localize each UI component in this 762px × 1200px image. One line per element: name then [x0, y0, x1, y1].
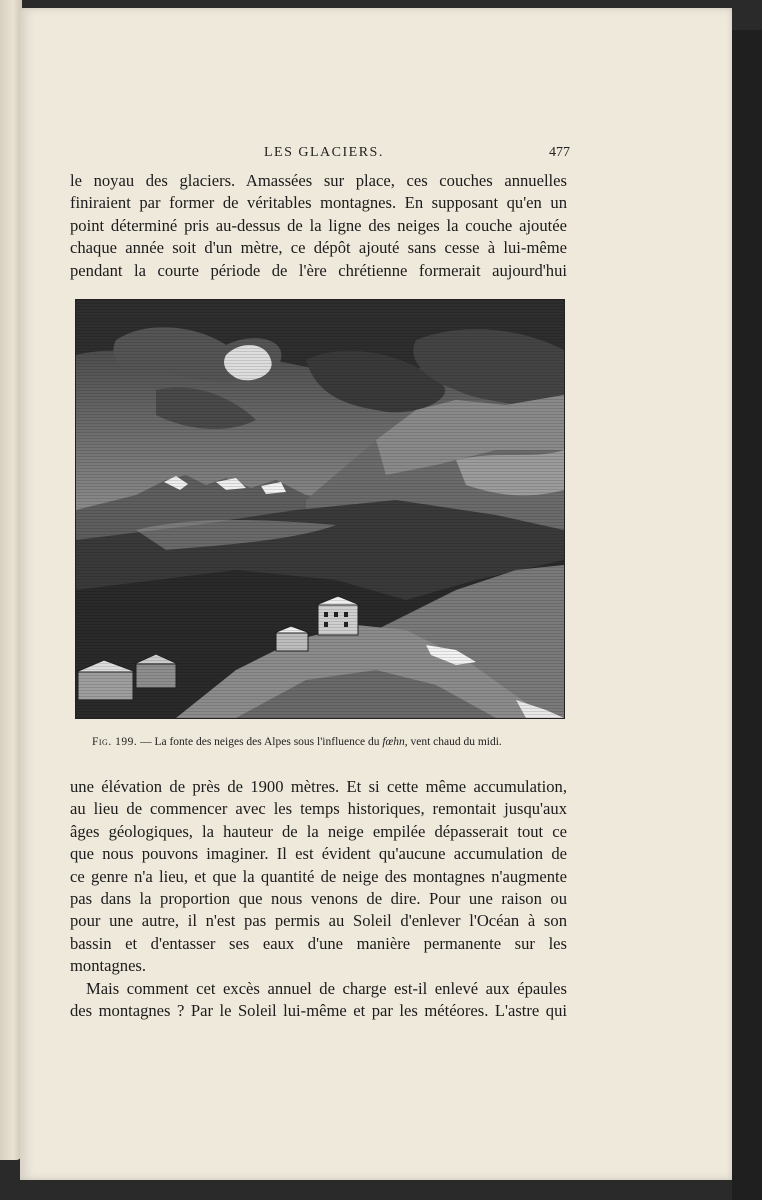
caption-italic-term: fœhn [382, 736, 405, 748]
text-line: finiraient par former de véritables montagnes. En supposant qu'en un [70, 193, 567, 213]
text-line: chaque année soit d'un mètre, ce dépôt ajouté sans cesse à lui-même [70, 238, 567, 258]
text-line: âges géologiques, la hauteur de la neige empilée dépasserait tout ce [70, 821, 567, 841]
text-line: des montagnes ? Par le Soleil lui-même et par les météores. L'astre qui [70, 1001, 567, 1021]
previous-page-edge [0, 0, 22, 1160]
text-line: une élévation de près de 1900 mètres. Et si cette même accumulation, [70, 777, 567, 796]
alpine-landscape-engraving [76, 300, 564, 718]
caption-text-end: , vent chaud du midi. [404, 736, 502, 748]
text-line: Mais comment cet excès annuel de charge est-il enlevé aux épaules [86, 978, 567, 998]
text-line: le noyau des glaciers. Amassées sur place, ces couches annuelles [70, 171, 567, 190]
bottom-text [70, 776, 567, 1022]
book-cover-edge [732, 30, 762, 1200]
text-line: montagnes. [70, 956, 147, 976]
figure-caption [92, 736, 562, 748]
engraving-illustration [75, 299, 565, 719]
running-head: LES GLACIERS. [264, 145, 384, 160]
page-number: 477 [549, 145, 570, 160]
text-line: au lieu de commencer avec les temps historiques, remontait jusqu'aux [70, 799, 567, 819]
caption-text: — La fonte des neiges des Alpes sous l'influence du [137, 736, 383, 748]
text-line: point déterminé pris au-dessus de la ligne des neiges la couche ajoutée [70, 215, 567, 235]
top-paragraph [70, 170, 567, 282]
text-line: pendant la courte période de l'ère chrétienne formerait aujourd'hui [70, 260, 567, 280]
text-line: pour une autre, il n'est pas permis au Soleil d'enlever l'Océan à son [70, 911, 567, 931]
figure-label: Fig. 199. [92, 736, 138, 748]
text-line: ce genre n'a lieu, et que la quantité de neige des montagnes n'augmente [70, 866, 567, 886]
text-line: bassin et d'entasser ses eaux d'une manière permanente sur les [70, 933, 567, 953]
text-line: que nous pouvons imaginer. Il est évident qu'aucune accumulation de [70, 844, 567, 864]
text-line: pas dans la proportion que nous venons de dire. Pour une raison ou [70, 889, 567, 909]
